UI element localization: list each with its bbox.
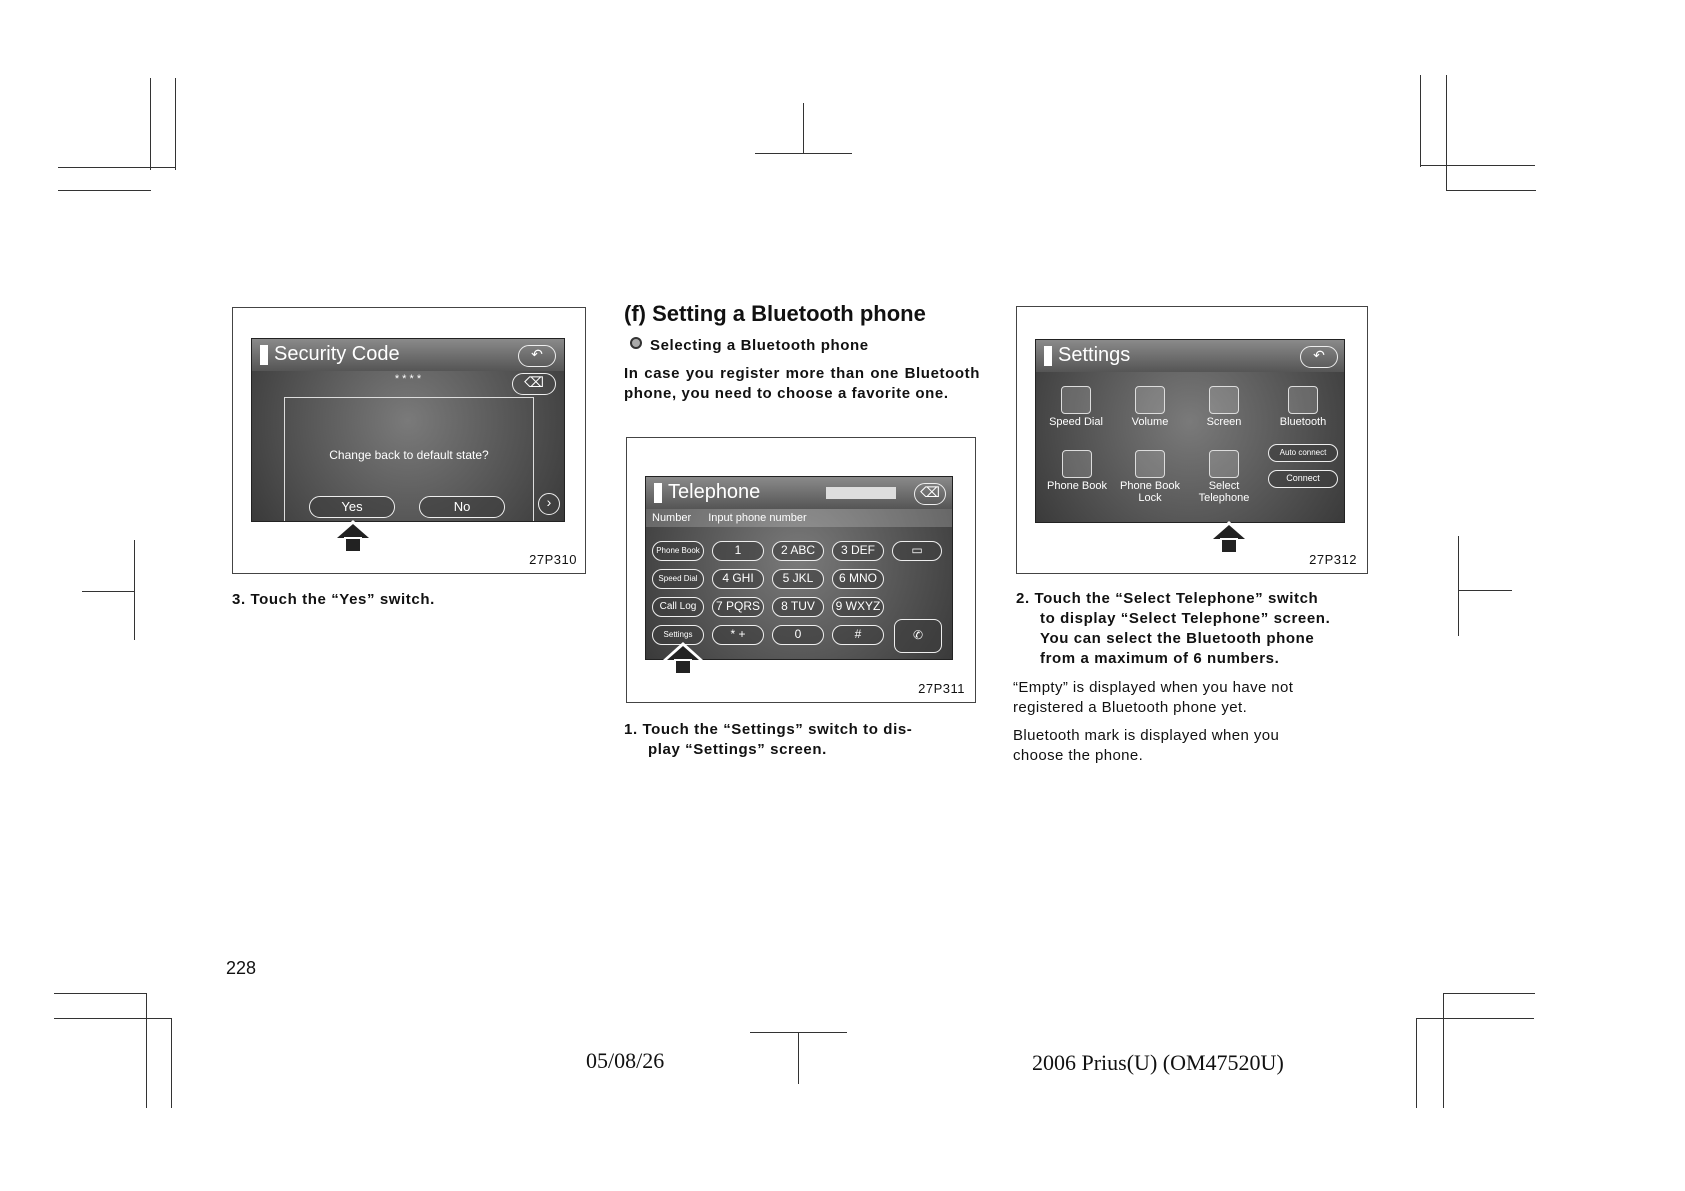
screen-title: Telephone [668,481,761,503]
phone-number-input[interactable]: Input phone number [708,512,807,524]
note-bluetooth-mark [1013,726,1373,766]
select-telephone-icon[interactable] [1192,450,1256,504]
side-button-speed-dial[interactable]: Speed Dial [652,569,704,589]
no-button[interactable]: No [419,496,505,518]
telephone-screen [645,476,953,660]
pointer-arrow-icon [1209,521,1249,555]
scroll-icon[interactable]: › [538,493,560,515]
screen-title: Security Code [274,343,400,365]
key-hash[interactable]: # [832,625,884,645]
icon-label: Phone Book [1047,480,1107,492]
crop-mark [58,190,151,191]
title-bar-marker [1044,346,1052,366]
crop-mark [146,993,147,1108]
number-label: Number [652,512,692,524]
step-2-line-2: to display “Select Telephone” screen. [1040,610,1331,627]
screen-title-bar [646,477,952,509]
screen-icon[interactable] [1192,386,1256,428]
key-4[interactable]: 4 GHI [712,569,764,589]
note-empty-line-2: registered a Bluetooth phone yet. [1013,699,1248,716]
crop-mark [1416,1018,1534,1019]
step-3: 3. Touch the “Yes” switch. [232,591,435,608]
key-5[interactable]: 5 JKL [772,569,824,589]
icon-label: Volume [1131,416,1169,428]
crop-mark [1420,165,1535,166]
crop-mark [58,167,176,168]
crop-mark [1443,993,1444,1108]
code-mask: * * * * [394,373,422,385]
section-heading: (f) Setting a Bluetooth phone [624,301,926,326]
yes-button[interactable]: Yes [309,496,395,518]
note-mark-line-2: choose the phone. [1013,747,1144,764]
note-mark-line-1: Bluetooth mark is displayed when you [1013,727,1280,744]
key-8[interactable]: 8 TUV [772,597,824,617]
note-empty-line-1: “Empty” is displayed when you have not [1013,679,1294,696]
step-2 [1016,589,1372,669]
back-arrow-icon[interactable]: ↶ [1300,346,1338,368]
figure-security-code [232,307,586,574]
step-1-line-1: 1. Touch the “Settings” switch to dis- [624,721,913,738]
dial-handset-icon[interactable]: ✆ [894,619,942,653]
security-code-screen [251,338,565,522]
crop-mark [755,153,852,154]
settings-screen [1035,339,1345,523]
auto-connect-button[interactable]: Auto connect [1268,444,1338,462]
page-number: 228 [226,958,257,978]
manual-id: 2006 Prius(U) (OM47520U) [1032,1050,1284,1075]
speed-dial-icon[interactable] [1044,386,1108,428]
crop-mark [1458,590,1512,591]
title-bar-marker [654,483,662,503]
key-1[interactable]: 1 [712,541,764,561]
key-2[interactable]: 2 ABC [772,541,824,561]
crop-mark [175,78,176,170]
step-2-line-1: 2. Touch the “Select Telephone” switch [1016,590,1319,607]
step-1 [624,720,984,760]
icon-label: Screen [1206,416,1242,428]
crop-mark [54,993,146,994]
icon-label: Select Telephone [1198,480,1250,504]
crop-mark [82,591,134,592]
crop-mark [1420,75,1421,167]
subheading [630,336,869,356]
key-9[interactable]: 9 WXYZ [832,597,884,617]
status-icon [826,487,896,499]
bluetooth-icon[interactable] [1268,386,1338,428]
delete-icon[interactable]: ⌫ [914,483,946,505]
icon-label: Phone Book Lock [1120,480,1180,504]
screen-title-bar [1036,340,1344,372]
pointer-arrow-icon [333,520,373,554]
step-2-line-4: from a maximum of 6 numbers. [1040,650,1280,667]
figure-code: 27P312 [1309,552,1357,567]
number-row [646,509,952,527]
screen-toggle-icon[interactable]: ▭ [892,541,942,561]
delete-icon[interactable]: ⌫ [512,373,556,395]
dialog-prompt: Change back to default state? [329,448,489,462]
side-button-settings[interactable]: Settings [652,625,704,645]
bullet-icon [630,337,642,349]
pointer-arrow-icon [663,642,703,676]
step-1-line-2: play “Settings” screen. [648,741,827,758]
figure-telephone [626,437,976,703]
subheading-text: Selecting a Bluetooth phone [650,337,869,354]
crop-mark [171,1018,172,1108]
volume-icon[interactable] [1118,386,1182,428]
crop-mark [803,103,804,153]
icon-label: Bluetooth [1279,416,1327,428]
key-0[interactable]: 0 [772,625,824,645]
figure-code: 27P311 [918,681,965,696]
phone-book-lock-icon[interactable] [1118,450,1182,504]
crop-mark [1446,75,1447,190]
intro-text: In case you register more than one Bluetooth phone, you need to choose a favorite one. [624,365,980,402]
side-button-call-log[interactable]: Call Log [652,597,704,617]
figure-settings [1016,306,1368,574]
back-arrow-icon[interactable]: ↶ [518,345,556,367]
key-7[interactable]: 7 PQRS [712,597,764,617]
side-button-phone-book[interactable]: Phone Book [652,541,704,561]
crop-mark [150,78,151,170]
crop-mark [798,1032,799,1084]
key-6[interactable]: 6 MNO [832,569,884,589]
key-3[interactable]: 3 DEF [832,541,884,561]
phone-book-icon[interactable] [1042,450,1112,492]
key-star[interactable]: * + [712,625,764,645]
note-empty [1013,678,1373,718]
crop-mark [1446,190,1536,191]
step-2-line-3: You can select the Bluetooth phone [1040,630,1315,647]
crop-mark [134,540,135,640]
icon-label: Speed Dial [1049,416,1103,428]
connect-button[interactable]: Connect [1268,470,1338,488]
crop-mark [1458,536,1459,636]
screen-title: Settings [1058,344,1131,366]
crop-mark [1443,993,1535,994]
print-date: 05/08/26 [586,1048,665,1073]
figure-code: 27P310 [529,552,577,567]
crop-mark [54,1018,172,1019]
crop-mark [1416,1018,1417,1108]
confirm-dialog [284,397,534,522]
title-bar-marker [260,345,268,365]
